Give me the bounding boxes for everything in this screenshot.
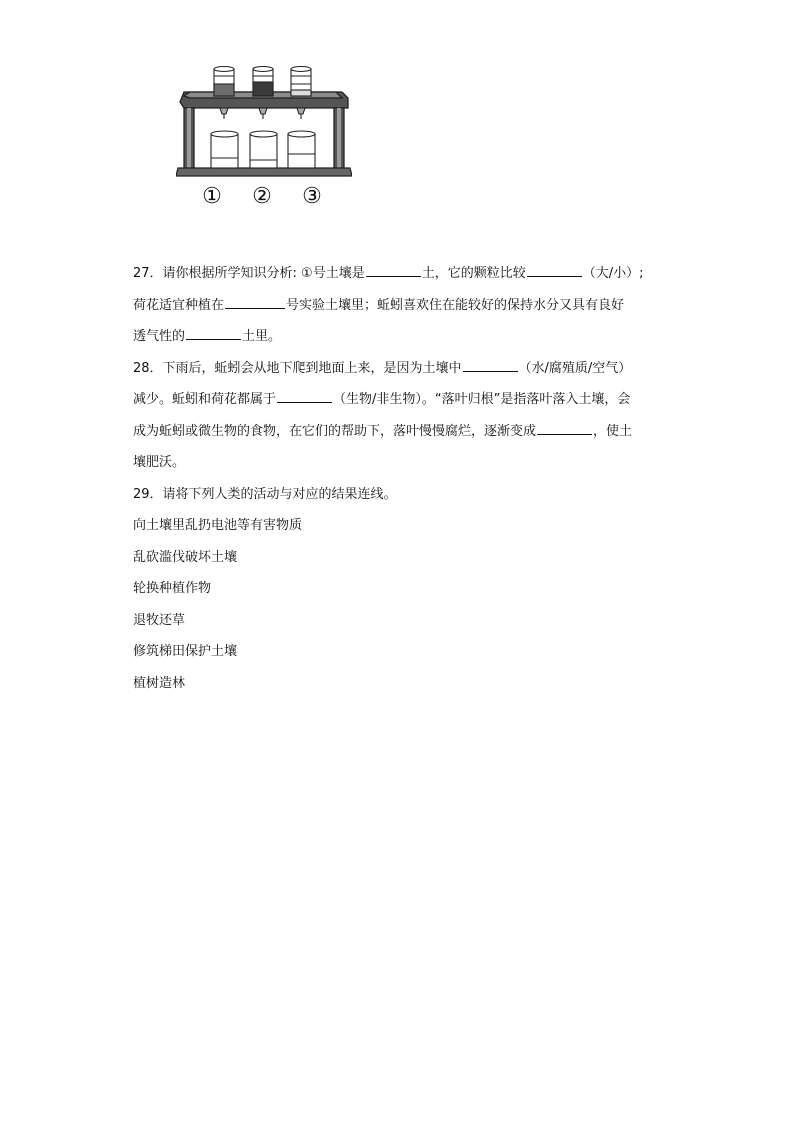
q28-line-2: 减少。蚯蚓和荷花都属于 （生物/非生物）。“落叶归根”是指落叶落入土壤，会 — [133, 384, 693, 416]
activity-item[interactable]: 植树造林 — [133, 675, 186, 691]
q27-blank-particle-size[interactable] — [527, 262, 582, 277]
funnel-beaker-1 — [214, 67, 234, 120]
q29-prompt: 29．请将下列人类的活动与对应的结果连线。 — [133, 486, 397, 502]
figure-label-3: ③ — [302, 184, 322, 209]
q28-line-3: 成为蚯蚓或微生物的食物，在它们的帮助下，落叶慢慢腐烂，逐渐变成 ，使土 — [133, 416, 693, 448]
q28-line-1: 28．下雨后，蚯蚓会从地下爬到地面上来，是因为土壤中 （水/腐殖质/空气） — [133, 353, 693, 385]
figure-label-2: ② — [252, 184, 272, 209]
question-content — [133, 258, 693, 699]
collection-cup-1 — [211, 131, 238, 168]
activity-item[interactable]: 轮换种植作物 — [133, 581, 212, 596]
q27-line-2: 荷花适宜种植在 号实验土壤里；蚯蚓喜欢住在能较好的保持水分又具有良好 — [133, 290, 693, 322]
activity-item[interactable]: 向土壤里乱扔电池等有害物质 — [133, 518, 303, 533]
funnel-stand-drawing — [176, 62, 352, 187]
q27-line-3: 透气性的 土里。 — [133, 321, 693, 353]
q28-blank-soil-component[interactable] — [463, 357, 518, 372]
q27-blank-soil-type[interactable] — [366, 262, 421, 277]
figure-label-1: ① — [202, 184, 222, 209]
activity-item[interactable]: 修筑梯田保护土壤 — [133, 644, 238, 659]
collection-cup-3 — [288, 131, 315, 168]
funnel-beaker-2 — [253, 67, 273, 120]
q27-blank-lotus-number[interactable] — [225, 294, 285, 309]
activity-item[interactable]: 退牧还草 — [133, 612, 186, 628]
activity-item[interactable]: 乱砍滥伐破坏土壤 — [133, 549, 238, 565]
q28-blank-living-nonliving[interactable] — [277, 388, 332, 403]
q27-blank-earthworm-soil[interactable] — [186, 325, 241, 340]
funnel-beaker-3 — [291, 67, 311, 120]
q27-line-1: 27．请你根据所学知识分析: ①号土壤是 土，它的颗粒比较 （大/小）; — [133, 258, 693, 290]
collection-cup-2 — [250, 131, 277, 168]
q28-blank-humus[interactable] — [537, 420, 592, 435]
q28-line-4: 壤肥沃。 — [133, 455, 186, 470]
